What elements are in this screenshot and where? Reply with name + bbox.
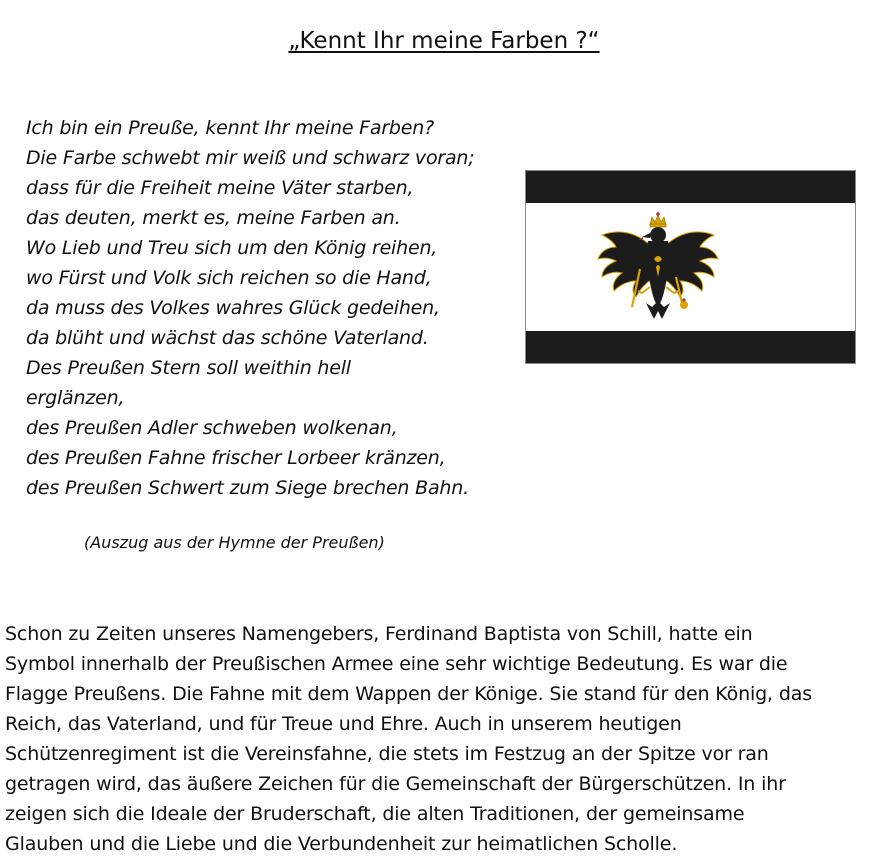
poem-line: Die Farbe schwebt mir weiß und schwarz voran; [26,147,475,169]
poem-attribution: (Auszug aus der Hymne der Preußen) [84,533,385,552]
poem-line: des Preußen Adler schweben wolkenan, [26,417,398,439]
flag-black-stripe-top [526,171,855,203]
poem-line: da blüht und wächst das schöne Vaterland. [26,327,429,349]
history-paragraph [5,619,883,859]
page-title [0,24,888,58]
poem-line: des Preußen Schwert zum Siege brechen Bahn. [26,477,469,499]
poem-line: erglänzen, [26,387,125,409]
poem-line: Des Preußen Stern soll weithin hell [26,357,351,379]
poem-line: Ich bin ein Preuße, kennt Ihr meine Farben? [26,117,435,139]
paragraph-line: zeigen sich die Ideale der Bruderschaft, die alten Traditionen, der gemeinsame [5,803,745,825]
paragraph-line: getragen wird, das äußere Zeichen für die Gemeinschaft der Bürgerschützen. In ihr [5,773,786,795]
poem-line: das deuten, merkt es, meine Farben an. [26,207,401,229]
poem [26,113,526,503]
poem-line: Wo Lieb und Treu sich um den König reihen, [26,237,438,259]
poem-line: des Preußen Fahne frischer Lorbeer kränzen, [26,447,446,469]
prussian-eagle-icon [596,207,720,329]
paragraph-line: Schon zu Zeiten unseres Namengebers, Ferdinand Baptista von Schill, hatte ein [5,623,753,645]
paragraph-line: Flagge Preußens. Die Fahne mit dem Wappen der Könige. Sie stand für den König, das [5,683,812,705]
page-title-text: „Kennt Ihr meine Farben ?“ [288,28,600,54]
paragraph-line: Schützenregiment ist die Vereinsfahne, die stets im Festzug an der Spitze vor ran [5,743,769,765]
poem-line: dass für die Freiheit meine Väter starben, [26,177,414,199]
paragraph-line: Symbol innerhalb der Preußischen Armee eine sehr wichtige Bedeutung. Es war die [5,653,788,675]
poem-line: wo Fürst und Volk sich reichen so die Hand, [26,267,432,289]
poem-line: da muss des Volkes wahres Glück gedeihen, [26,297,440,319]
paragraph-line: Reich, das Vaterland, und für Treue und Ehre. Auch in unserem heutigen [5,713,682,735]
paragraph-line: Glauben und die Liebe und die Verbundenheit zur heimatlichen Scholle. [5,833,678,855]
flag-black-stripe-bottom [526,331,855,363]
prussian-flag-image [525,170,856,364]
